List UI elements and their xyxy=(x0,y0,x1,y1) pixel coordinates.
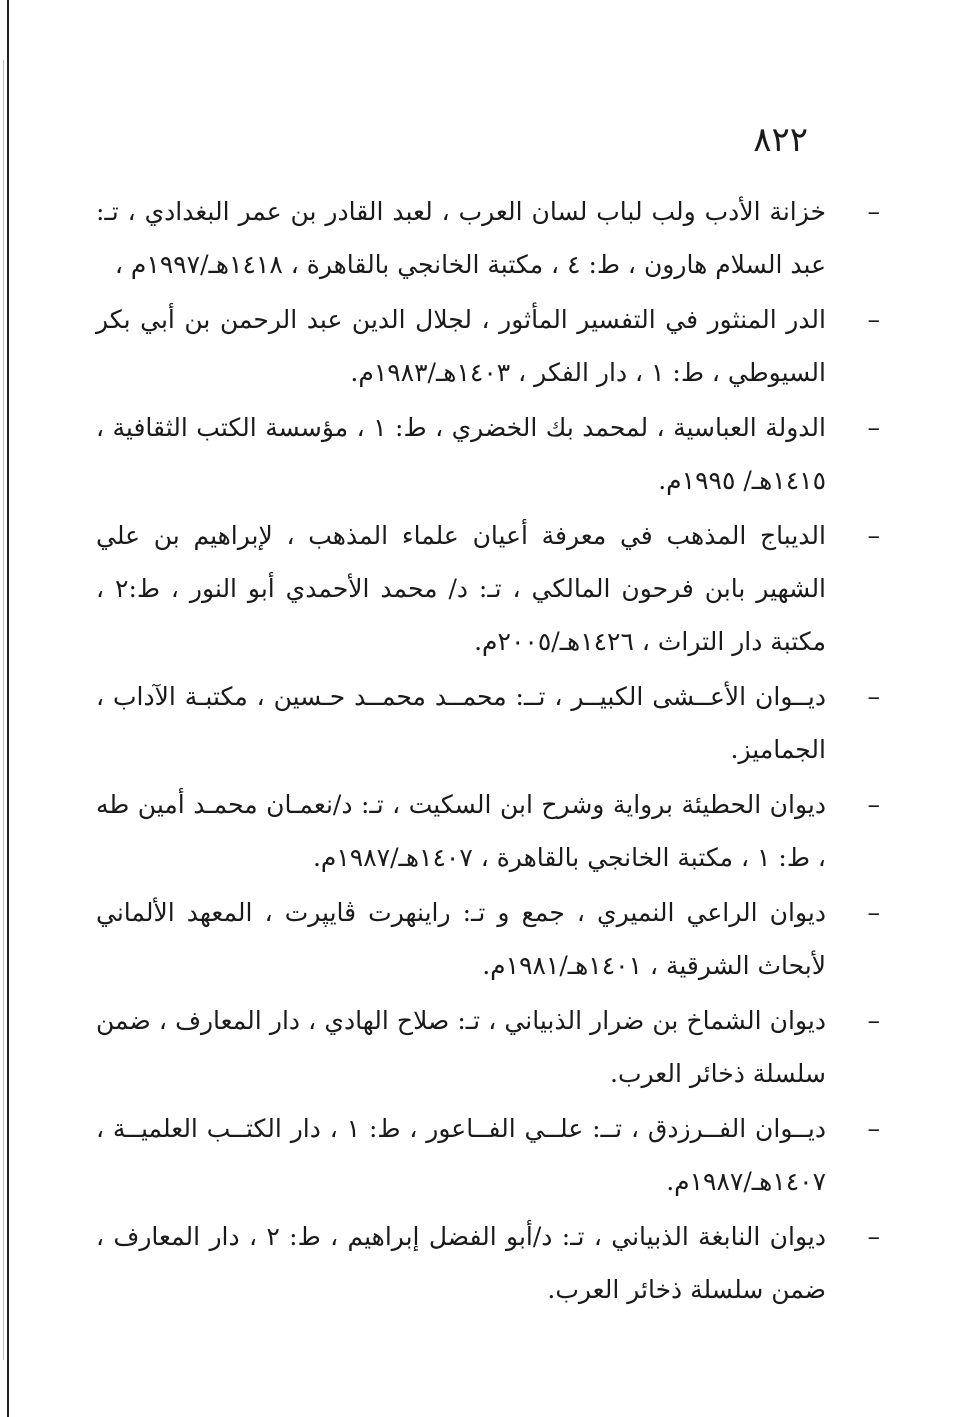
entry-text: الديباج المذهب في معرفة أعيان علماء المذهب ، لإبراهيم بن علي الشهير بابن فرحون المالكي ، تـ: د/ محمد الأحمدي أبو النور ، ط:٢ ، مكتبة دار التراث ، ١٤٢٦هـ/٢٠٠٥م. xyxy=(96,521,827,656)
entry-dash: – xyxy=(867,682,880,711)
entry-dash: – xyxy=(867,898,880,927)
entry-dash: – xyxy=(867,1222,880,1251)
entry-dash: – xyxy=(867,305,880,334)
entry-dash: – xyxy=(867,1006,880,1035)
bibliography-entry xyxy=(96,185,880,291)
entry-text: الدولة العباسية ، لمحمد بك الخضري ، ط: ١ ، مؤسسة الكتب الثقافية ، ١٤١٥هـ/ ١٩٩٥م. xyxy=(96,413,826,495)
scan-margin-line-faint xyxy=(3,60,4,1360)
bibliography-list xyxy=(96,185,880,1316)
entry-dash: – xyxy=(867,197,880,226)
bibliography-entry xyxy=(96,778,880,884)
entry-text: الدر المنثور في التفسير المأثور ، لجلال الدين عبد الرحمن بن أبي بكر السيوطي ، ط: ١ ، دار الفكر ، ١٤٠٣هـ/١٩٨٣م. xyxy=(96,305,826,387)
entry-dash: – xyxy=(867,1114,880,1143)
bibliography-entry xyxy=(96,1210,880,1316)
entry-dash: – xyxy=(867,521,880,550)
entry-text: ديوان الشماخ بن ضرار الذبياني ، تـ: صلاح الهادي ، دار المعارف ، ضمن سلسلة ذخائر العرب. xyxy=(96,1006,826,1088)
bibliography-entry xyxy=(96,886,880,992)
bibliography-entry xyxy=(96,293,880,399)
entry-text: خزانة الأدب ولب لباب لسان العرب ، لعبد القادر بن عمر البغدادي ، تـ: عبد السلام هارون ، ط: ٤ ، مكتبة الخانجي بالقاهرة ، ١٤١٨هـ/١٩٩٧م ، xyxy=(96,197,826,279)
entry-text: ديوان الحطيئة برواية وشرح ابن السكيت ، تـ: د/نعمـان محمـد أمين طه ، ط: ١ ، مكتبة الخانجي بالقاهرة ، ١٤٠٧هـ/١٩٨٧م. xyxy=(96,790,826,872)
entry-text: ديــوان الأعــشى الكبيــر ، تــ: محمــد محمــد حـسين ، مكتبـة الآداب ، الجماميز. xyxy=(96,682,826,764)
bibliography-entry xyxy=(96,509,880,668)
entry-text: ديوان النابغة الذبياني ، تـ: د/أبو الفضل إبراهيم ، ط: ٢ ، دار المعارف ، ضمن سلسلة ذخائر العرب. xyxy=(96,1222,826,1304)
entry-dash: – xyxy=(867,790,880,819)
bibliography-entry xyxy=(96,670,880,776)
entry-dash: – xyxy=(867,413,880,442)
page-number: ٨٢٢ xyxy=(753,120,808,160)
scan-margin-line xyxy=(7,0,9,1417)
bibliography-entry xyxy=(96,1102,880,1208)
bibliography-entry xyxy=(96,994,880,1100)
entry-text: ديــوان الفــرزدق ، تــ: علــي الفــاعور ، ط: ١ ، دار الكتــب العلميــة ، ١٤٠٧هـ/١٩٨٧م. xyxy=(96,1114,826,1196)
entry-text: ديوان الراعي النميري ، جمع و تـ: راينهرت ڤايپرت ، المعهد الألماني لأبحاث الشرقية ، ١٤٠١هـ/١٩٨١م. xyxy=(96,898,826,980)
bibliography-entry xyxy=(96,401,880,507)
